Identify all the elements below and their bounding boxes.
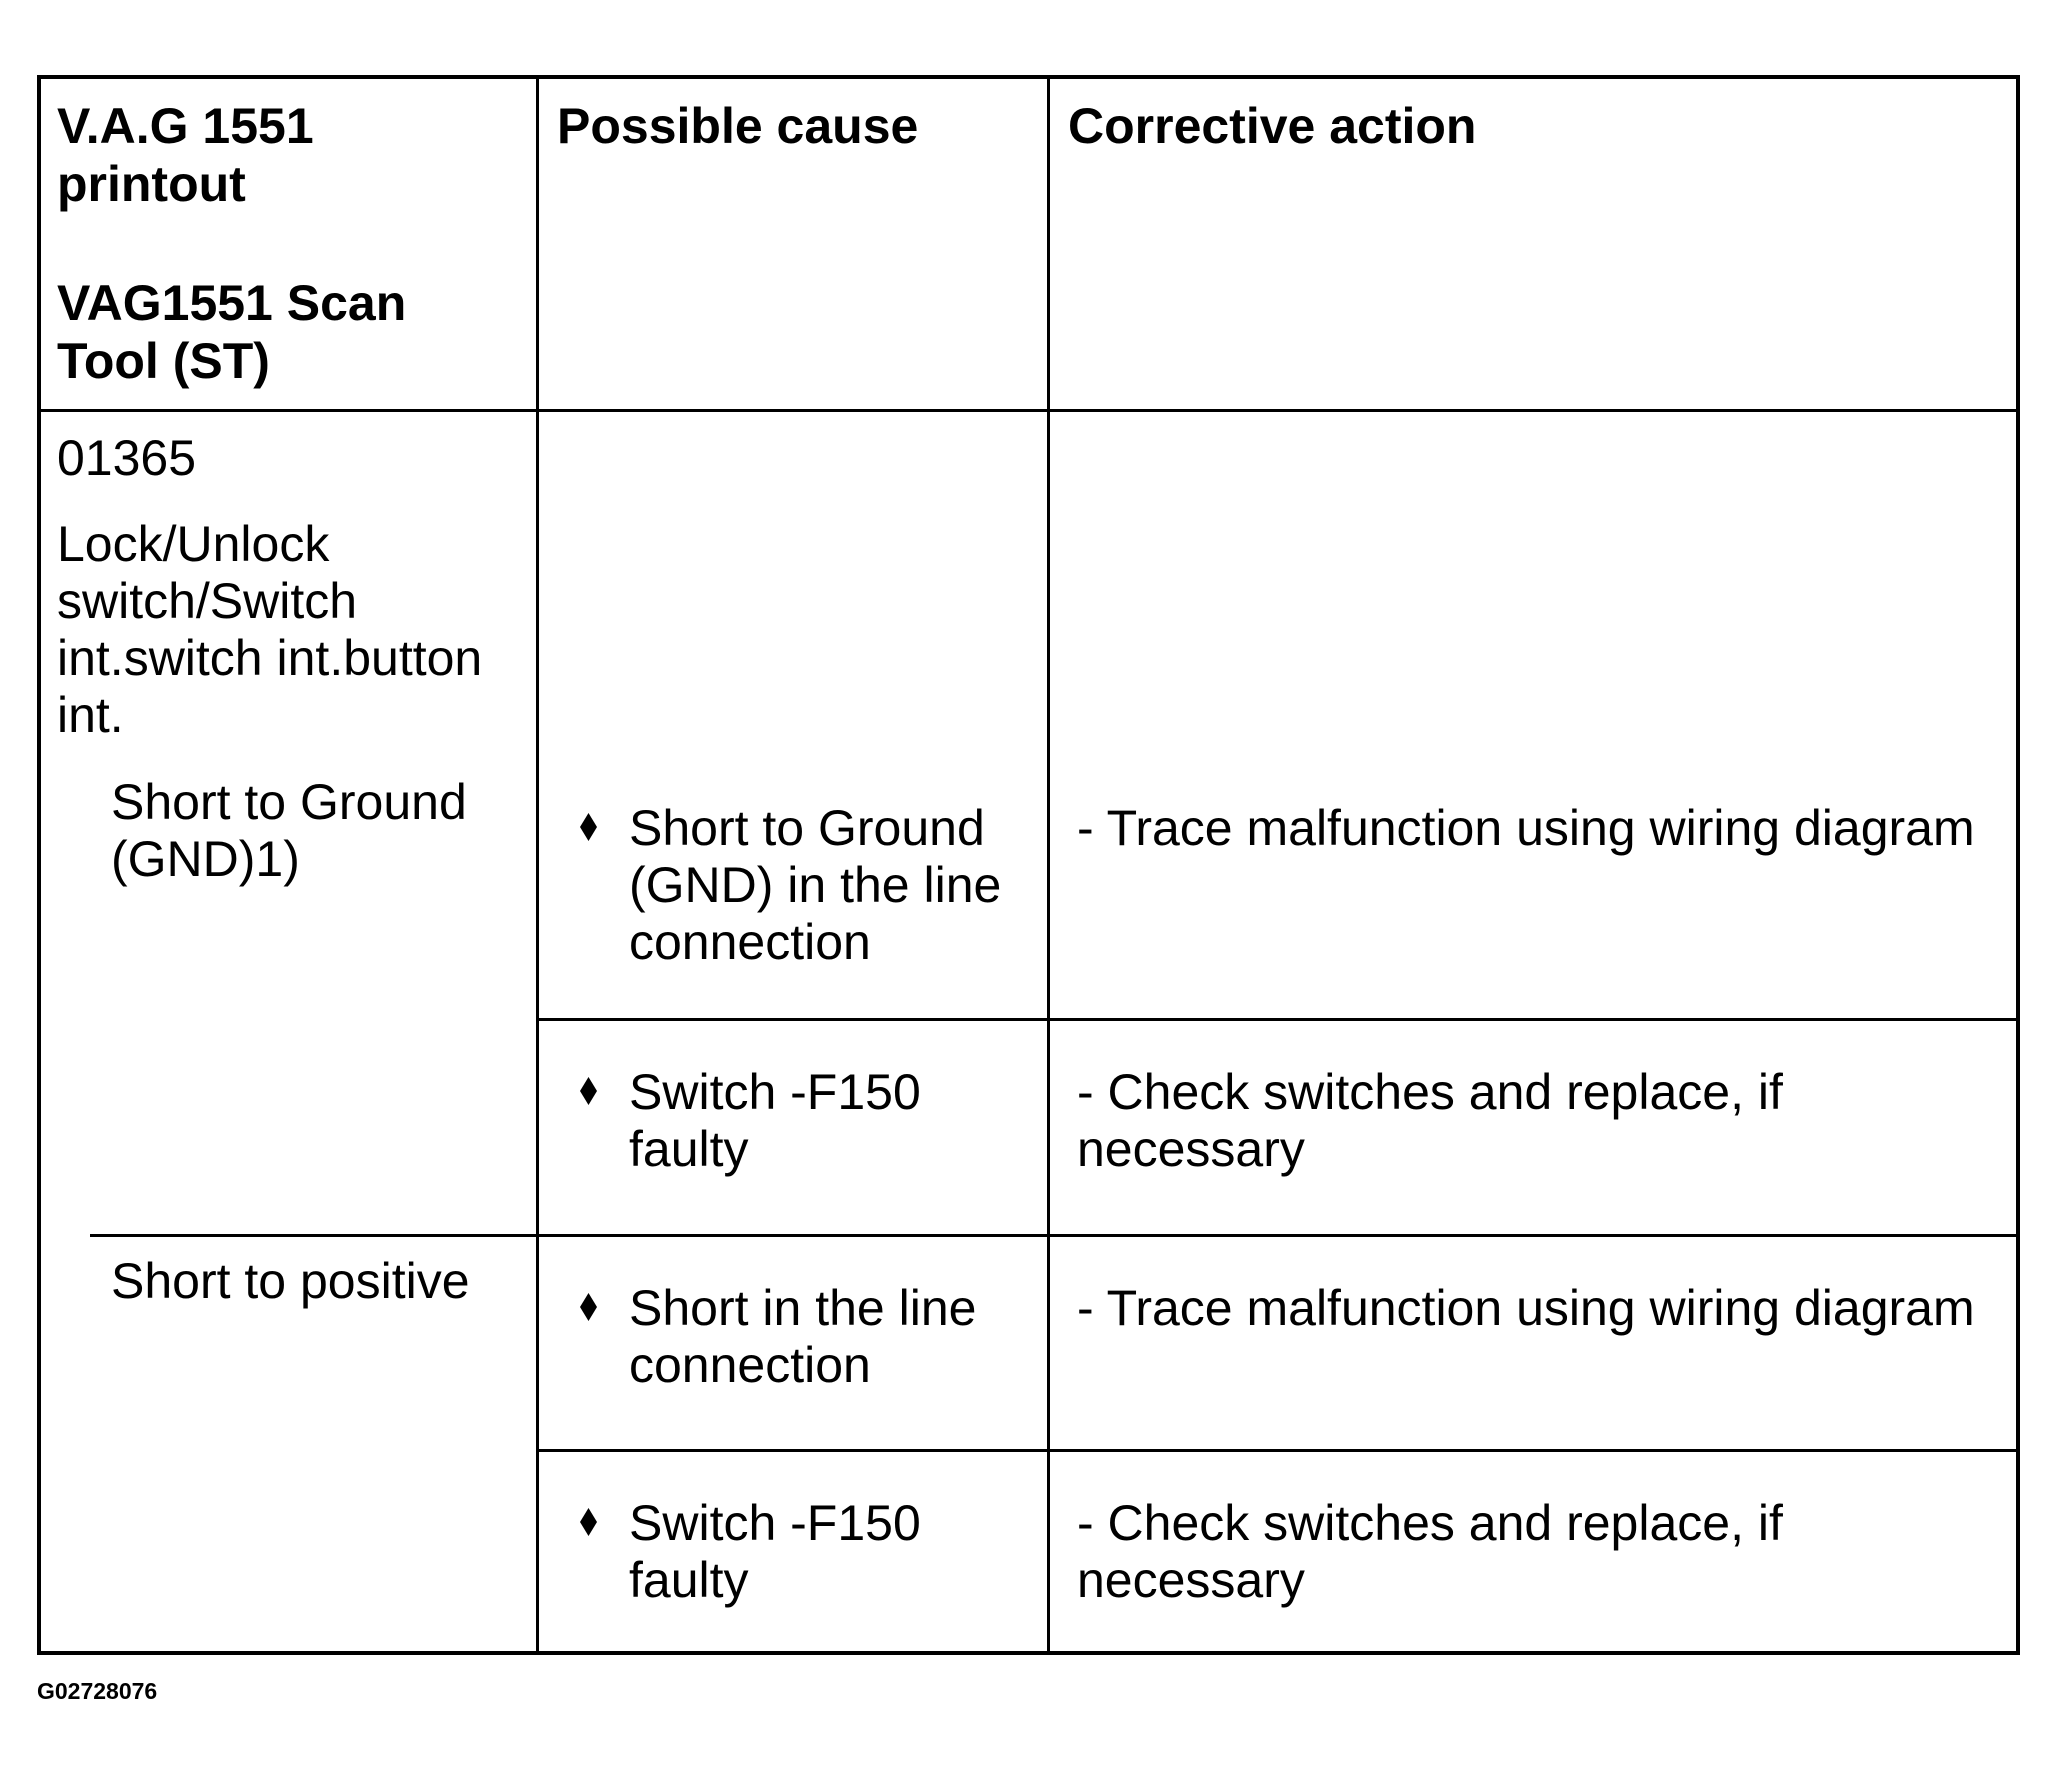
action-2-line-1: - Check switches and replace, if (1077, 1064, 1783, 1120)
fault-description-line-1: Lock/Unlock (57, 516, 330, 572)
column-divider-1 (536, 75, 539, 1655)
cause-2-line-2: faulty (629, 1121, 749, 1177)
figure-id: G02728076 (37, 1678, 158, 1704)
action-3-line-1: - Trace malfunction using wiring diagram (1077, 1280, 1975, 1336)
cause-4-line-1: Switch -F150 (629, 1495, 921, 1551)
header-printout-line-2: printout (57, 156, 246, 212)
header-corrective-action: Corrective action (1068, 98, 1477, 154)
diamond-bullet-icon (580, 1293, 597, 1321)
cause-1-line-3: connection (629, 914, 871, 970)
column-divider-2 (1047, 75, 1050, 1655)
cause-2-line-1: Switch -F150 (629, 1064, 921, 1120)
action-1-line-1: - Trace malfunction using wiring diagram (1077, 800, 1975, 856)
cause-1-line-1: Short to Ground (629, 800, 985, 856)
table-border-top (37, 75, 2020, 79)
row-divider-1 (536, 1018, 2020, 1021)
fault-description-line-4: int. (57, 687, 124, 743)
table-border-bottom (37, 1651, 2020, 1655)
action-2-line-2: necessary (1077, 1121, 1305, 1177)
diamond-bullet-icon (580, 1508, 597, 1536)
diamond-bullet-icon (580, 1077, 597, 1105)
group-divider (90, 1234, 2020, 1237)
condition-1-line-1: Short to Ground (111, 774, 467, 830)
header-divider (37, 409, 2020, 412)
header-scan-tool-line-2: Tool (ST) (57, 333, 270, 389)
cause-4-line-2: faulty (629, 1552, 749, 1608)
cause-3-line-1: Short in the line (629, 1280, 977, 1336)
table-border-left (37, 75, 41, 1655)
header-scan-tool-line-1: VAG1551 Scan (57, 275, 407, 331)
fault-code: 01365 (57, 430, 197, 486)
cause-1-line-2: (GND) in the line (629, 857, 1002, 913)
header-possible-cause: Possible cause (557, 98, 919, 154)
action-4-line-1: - Check switches and replace, if (1077, 1495, 1783, 1551)
condition-1-line-2: (GND)1) (111, 831, 300, 887)
row-divider-3 (536, 1449, 2020, 1452)
diamond-bullet-icon (580, 813, 597, 841)
action-4-line-2: necessary (1077, 1552, 1305, 1608)
condition-short-to-positive: Short to positive (111, 1253, 470, 1309)
cause-3-line-2: connection (629, 1337, 871, 1393)
fault-description-line-3: int.switch int.button (57, 630, 483, 686)
fault-description-line-2: switch/Switch (57, 573, 358, 629)
table-border-right (2016, 75, 2020, 1655)
header-printout-line-1: V.A.G 1551 (57, 98, 314, 154)
